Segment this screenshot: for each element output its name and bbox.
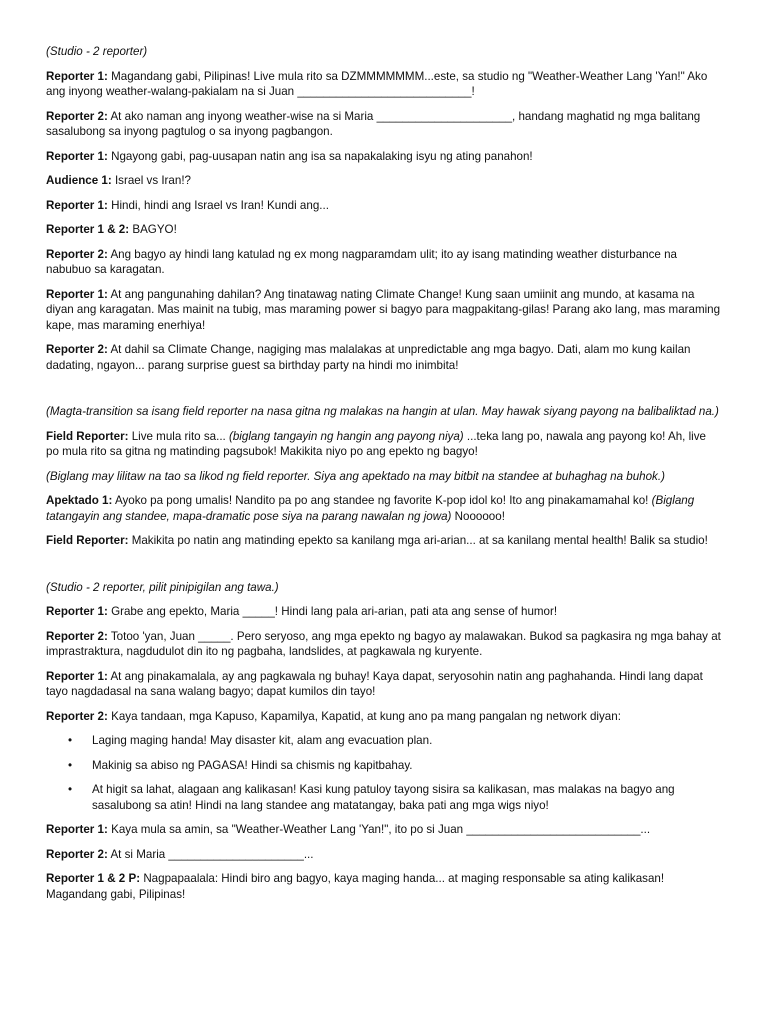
speaker-label: Reporter 1: <box>46 605 108 618</box>
speaker-label: Reporter 1 & 2 P: <box>46 872 141 885</box>
speaker-label: Reporter 2: <box>46 343 108 356</box>
dialogue-text: Ayoko pa pong umalis! Nandito pa po ang standee ng favorite K-pop idol ko! Ito ang pinakamamahal ko! <box>114 494 649 507</box>
dialogue-text: At ang pangunahing dahilan? Ang tinatawag nating Climate Change! Kung saan umiinit ang mundo, at kasama na diyan ang karagatan. Mas mainit na tubig, mas maraming power si bagyo para magpakitang-gilas! Parang ako lang, mas maraming kape, mas maraming enerhiya! <box>46 287 721 332</box>
dialogue-text: At ang pinakamalala, ay ang pagkawala ng buhay! Kaya dapat, seryosohin natin ang paghahanda. Hindi lang dapat tayo nagdadasal na sana walang bagyo; dapat kumilos din tayo! <box>46 669 703 698</box>
speaker-label: Reporter 1: <box>46 669 108 683</box>
speaker-label: Audience 1: <box>46 174 112 187</box>
stage-direction: (Studio - 2 reporter) <box>46 45 148 58</box>
dialogue-line <box>46 109 722 140</box>
dialogue-line <box>46 173 722 189</box>
speaker-label: Reporter 1: <box>46 149 108 163</box>
dialogue-line <box>46 604 722 620</box>
list-item: • Laging maging handa! May disaster kit, alam ang evacuation plan. <box>92 733 722 749</box>
stage-direction: (Studio - 2 reporter, pilit pinipigilan ang tawa.) <box>46 580 279 594</box>
dialogue-line <box>46 629 722 660</box>
speaker-label: Reporter 1: <box>46 198 108 212</box>
dialogue-line <box>46 342 722 373</box>
dialogue-text: Live mula rito sa... <box>131 429 226 443</box>
dialogue-text: Magandang gabi, Pilipinas! Live mula rito sa DZMMMMMMM...este, sa studio ng "Weather-Weather Lang 'Yan!" Ako ang inyong weather-walang-pakialam na si Juan ___________________________! <box>46 69 708 98</box>
bullet-list <box>46 733 722 813</box>
dialogue-line <box>46 198 722 214</box>
speaker-label: Reporter 2: <box>46 709 108 723</box>
dialogue-text: At ako naman ang inyong weather-wise na si Maria _____________________, handang maghatid ng mga balitang sasalubong sa inyong pagtulog o sa inyong pagbangon. <box>46 109 701 138</box>
dialogue-line <box>46 847 722 863</box>
section-gap <box>46 382 722 404</box>
dialogue-text: Kaya mula sa amin, sa "Weather-Weather Lang 'Yan!", ito po si Juan ___________________________... <box>111 823 651 836</box>
speaker-label: Reporter 2: <box>46 847 108 861</box>
section-gap <box>46 558 722 580</box>
dialogue-line <box>46 871 722 902</box>
dialogue-text: Israel vs Iran!? <box>114 174 191 187</box>
list-item: • Makinig sa abiso ng PAGASA! Hindi sa chismis ng kapitbahay. <box>92 758 722 774</box>
stage-direction: (Biglang may lilitaw na tao sa likod ng field reporter. Siya ang apektado na may bitbit na standee at buhaghag na buhok.) <box>46 469 665 483</box>
dialogue-text: Noooooo! <box>454 509 505 523</box>
dialogue-line <box>46 222 722 238</box>
speaker-label: Reporter 1: <box>46 823 108 836</box>
dialogue-text: Nagpapaalala: Hindi biro ang bagyo, kaya maging handa... at maging responsable sa ating kalikasan! Magandang gabi, Pilipinas! <box>46 872 665 901</box>
speaker-label: Reporter 1: <box>46 287 108 301</box>
dialogue-text: ...teka lang po, nawala ang payong ko! Ah, live po mula rito sa gitna ng matinding pagsubok! Makikita niyo po ang epekto ng bagyo! <box>46 429 707 458</box>
speaker-label: Apektado 1: <box>46 494 113 507</box>
stage-direction: (Magta-transition sa isang field reporter na nasa gitna ng malakas na hangin at ulan. May hawak siyang payong na balibaliktad na.) <box>46 405 719 418</box>
dialogue-text: At dahil sa Climate Change, nagiging mas malalakas at unpredictable ang mga bagyo. Dati, alam mo kung kailan dadating, ngayon... parang surprise guest sa birthday party na hindi mo inimbita! <box>46 343 691 372</box>
inline-stage-direction: (Biglang tatangayin ang standee, mapa-dramatic pose siya na parang nawalan ng jowa) <box>46 494 695 523</box>
inline-stage-direction: (biglang tangayin ng hangin ang payong niya) <box>229 429 464 443</box>
dialogue-text: Ang bagyo ay hindi lang katulad ng ex mong nagparamdam ulit; ito ay isang matinding weather disturbance na nabubuo sa karagatan. <box>46 247 677 276</box>
speaker-label: Reporter 1: <box>46 69 108 83</box>
dialogue-text: Kaya tandaan, mga Kapuso, Kapamilya, Kapatid, at kung ano pa mang pangalan ng network diyan: <box>111 709 621 723</box>
dialogue-line <box>46 533 722 549</box>
speaker-label: Reporter 2: <box>46 247 108 261</box>
dialogue-line <box>46 287 722 334</box>
dialogue-line <box>46 149 722 165</box>
speaker-label: Field Reporter: <box>46 429 129 443</box>
speaker-label: Reporter 1 & 2: <box>46 223 130 236</box>
dialogue-text: Grabe ang epekto, Maria _____! Hindi lang pala ari-arian, pati ata ang sense of humor! <box>111 605 558 618</box>
dialogue-line <box>46 247 722 278</box>
dialogue-line <box>46 493 722 524</box>
dialogue-line <box>46 709 722 725</box>
dialogue-line <box>46 69 722 100</box>
dialogue-text: Hindi, hindi ang Israel vs Iran! Kundi ang... <box>111 198 329 212</box>
dialogue-line <box>46 429 722 460</box>
dialogue-line <box>46 822 722 838</box>
dialogue-text: Makikita po natin ang matinding epekto sa kanilang mga ari-arian... at sa kanilang mental health! Balik sa studio! <box>131 534 708 547</box>
dialogue-line <box>46 669 722 700</box>
speaker-label: Reporter 2: <box>46 109 108 123</box>
dialogue-text: Ngayong gabi, pag-uusapan natin ang isa sa napakalaking isyu ng ating panahon! <box>111 149 533 163</box>
list-item: • At higit sa lahat, alagaan ang kalikasan! Kasi kung patuloy tayong sisira sa kalikasan, mas malakas na bagyo ang sasalubong sa atin! Hindi na lang standee ang matatangay, baka pati ang mga wigs niyo! <box>92 782 722 813</box>
speaker-label: Field Reporter: <box>46 534 129 547</box>
dialogue-text: Totoo 'yan, Juan _____. Pero seryoso, ang mga epekto ng bagyo ay malawakan. Bukod sa pagkasira ng mga bahay at imprastraktura, nagdudulot din ito ng pagbaha, landslides, at pagkawala ng kuryente. <box>46 629 721 658</box>
dialogue-text: At si Maria _____________________... <box>110 847 314 861</box>
speaker-label: Reporter 2: <box>46 629 108 643</box>
dialogue-text: BAGYO! <box>132 223 177 236</box>
